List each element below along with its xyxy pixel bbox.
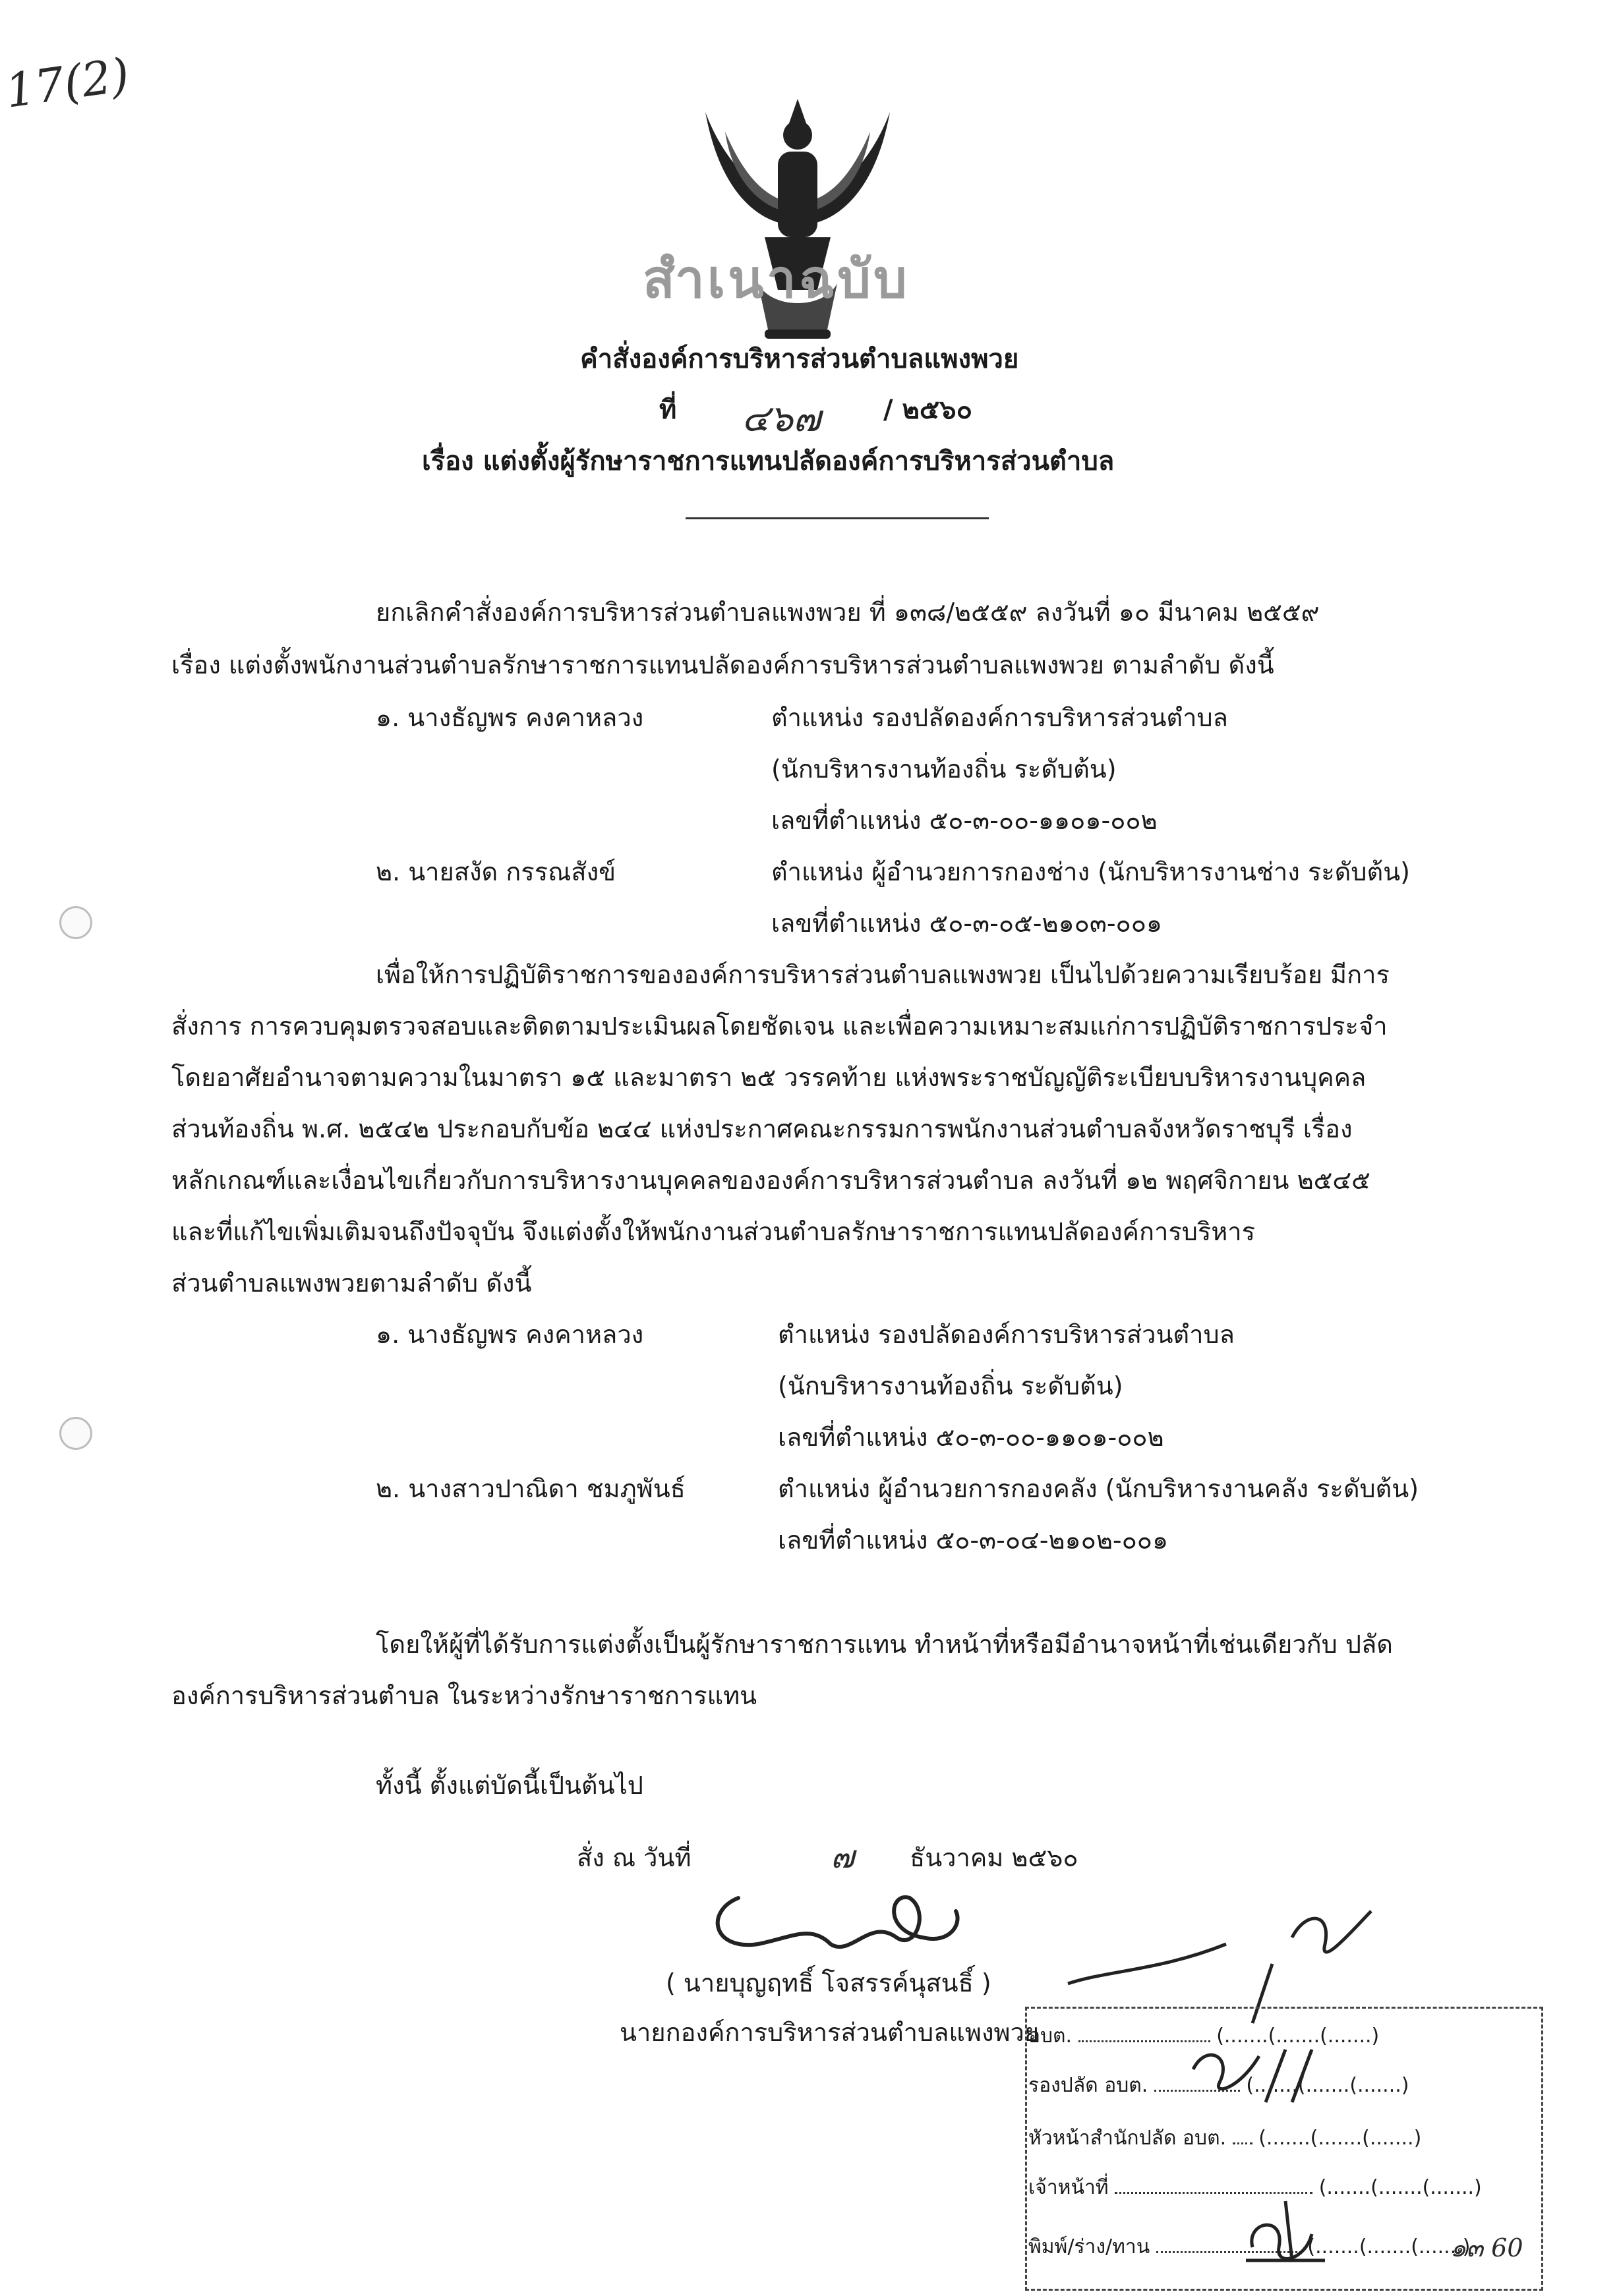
para2-line7: ส่วนตำบลแพงพวยตามลำดับ ดังนี้	[171, 1269, 532, 1298]
para1-line2: เรื่อง แต่งตั้งพนักงานส่วนตำบลรักษาราชการแทนปลัดองค์การบริหารส่วนตำบลแพงพวย ตามลำดับ ดังนี้	[171, 650, 1274, 679]
routing-blank-2: (.......(.......(.......)	[1246, 2074, 1409, 2097]
list1-item1-name: ๑. นางธัญพร คงคาหลวง	[376, 703, 644, 732]
effective-clause: ทั้งนี้ ตั้งแต่บัดนี้เป็นต้นไป	[376, 1771, 643, 1800]
routing-initials	[1180, 2030, 1365, 2109]
para2-line5: หลักเกณฑ์และเงื่อนไขเกี่ยวกับการบริหารงานบุคคลขององค์การบริหารส่วนตำบล ลงวันที่ ๑๒ พฤศจิกายน ๒๕๔๕	[171, 1166, 1370, 1195]
staff-initials	[1239, 2195, 1332, 2274]
routing-blank-5: (.......(.......(.......)	[1307, 2235, 1471, 2258]
order-number-prefix: ที่	[659, 395, 677, 425]
list1-item2-position: ตำแหน่ง ผู้อำนวยการกองช่าง (นักบริหารงานช่าง ระดับต้น)	[771, 857, 1410, 886]
list2-item2-position: ตำแหน่ง ผู้อำนวยการกองคลัง (นักบริหารงานคลัง ระดับต้น)	[778, 1474, 1419, 1503]
routing-label-3: หัวหน้าสำนักปลัด อบต.	[1028, 2127, 1227, 2150]
routing-blank-1: (.......(.......(.......)	[1216, 2024, 1380, 2048]
header-divider	[686, 517, 989, 519]
list2-item2-name: ๒. นางสาวปาณิดา ชมภูพันธ์	[376, 1474, 686, 1503]
para2-line3: โดยอาศัยอำนาจตามความในมาตรา ๑๕ และมาตรา ๒๕ วรรคท้าย แห่งพระราชบัญญัติระเบียบบริหารงานบุคคล	[171, 1063, 1367, 1092]
routing-label-1: อบต.	[1028, 2024, 1073, 2048]
list2-item2-number: เลขที่ตำแหน่ง ๕๐-๓-๐๔-๒๑๐๒-๐๐๑	[778, 1526, 1169, 1555]
para1-line1: ยกเลิกคำสั่งองค์การบริหารส่วนตำบลแพงพวย ที่ ๑๓๘/๒๕๕๙ ลงวันที่ ๑๐ มีนาคม ๒๕๕๙	[376, 598, 1320, 627]
order-number-year: / ๒๕๖๐	[883, 395, 972, 425]
order-date-prefix: สั่ง ณ วันที่	[577, 1843, 692, 1872]
order-number-handwritten: ๔๖๗	[742, 397, 821, 440]
order-day-handwritten: ๗	[831, 1839, 855, 1876]
para2-line2: สั่งการ การควบคุมตรวจสอบและติดตามประเมินผลโดยชัดเจน และเพื่อความเหมาะสมแก่การปฏิบัติราชการประจำ	[171, 1012, 1388, 1041]
signer-title: นายกองค์การบริหารส่วนตำบลแพงพวย	[620, 2018, 1040, 2047]
routing-label-2: รองปลัด อบต.	[1028, 2074, 1148, 2097]
punch-hole-upper	[59, 906, 92, 939]
margin-note: 17(2)	[2, 47, 133, 119]
list1-item2-name: ๒. นายสงัด กรรณสังข์	[376, 857, 616, 886]
para2-line6: และที่แก้ไขเพิ่มเติมจนถึงปัจจุบัน จึงแต่งตั้งให้พนักงานส่วนตำบลรักษาราชการแทนปลัดองค์การบริหาร	[171, 1217, 1256, 1246]
signer-name: ( นายบุญฤทธิ์ โจสรรค์นุสนธิ์ )	[666, 1968, 991, 1997]
routing-label-5: พิมพ์/ร่าง/ทาน	[1028, 2235, 1150, 2258]
para3-line1: โดยให้ผู้ที่ได้รับการแต่งตั้งเป็นผู้รักษาราชการแทน ทำหน้าที่หรือมีอำนาจหน้าที่เช่นเดียวกับ ปลัด	[376, 1630, 1393, 1659]
list2-item1-number: เลขที่ตำแหน่ง ๕๐-๓-๐๐-๑๑๐๑-๐๐๒	[778, 1423, 1164, 1452]
list2-item1-level: (นักบริหารงานท้องถิ่น ระดับต้น)	[778, 1371, 1123, 1400]
list1-item1-level: (นักบริหารงานท้องถิ่น ระดับต้น)	[771, 755, 1117, 784]
list1-item1-position: ตำแหน่ง รองปลัดองค์การบริหารส่วนตำบล	[771, 703, 1228, 732]
routing-blank-4: (.......(.......(.......)	[1318, 2176, 1482, 2199]
copy-stamp-watermark: สำเนาฉบับ	[643, 248, 910, 310]
routing-handwritten-date: ๑๓ 60	[1450, 2233, 1523, 2262]
routing-row-3	[1028, 2129, 1421, 2148]
list1-item1-number: เลขที่ตำแหน่ง ๕๐-๓-๐๐-๑๑๐๑-๐๐๒	[771, 806, 1158, 835]
order-title: คำสั่งองค์การบริหารส่วนตำบลแพงพวย	[580, 344, 1019, 374]
order-month-year: ธันวาคม ๒๕๖๐	[910, 1843, 1078, 1872]
routing-blank-3: (.......(.......(.......)	[1258, 2127, 1422, 2150]
para3-line2: องค์การบริหารส่วนตำบล ในระหว่างรักษาราชการแทน	[171, 1681, 757, 1710]
list2-item1-position: ตำแหน่ง รองปลัดองค์การบริหารส่วนตำบล	[778, 1320, 1235, 1349]
para2-line1: เพื่อให้การปฏิบัติราชการขององค์การบริหารส่วนตำบลแพงพวย เป็นไปด้วยความเรียบร้อย มีการ	[376, 960, 1390, 989]
order-subject: เรื่อง แต่งตั้งผู้รักษาราชการแทนปลัดองค์การบริหารส่วนตำบล	[422, 446, 1115, 476]
list2-item1-name: ๑. นางธัญพร คงคาหลวง	[376, 1320, 644, 1349]
list1-item2-number: เลขที่ตำแหน่ง ๕๐-๓-๐๕-๒๑๐๓-๐๐๑	[771, 909, 1163, 938]
mayor-signature	[699, 1872, 976, 1970]
punch-hole-lower	[59, 1417, 92, 1450]
routing-label-4: เจ้าหน้าที่	[1028, 2176, 1109, 2199]
para2-line4: ส่วนท้องถิ่น พ.ศ. ๒๕๔๒ ประกอบกับข้อ ๒๔๔ แห่งประกาศคณะกรรมการพนักงานส่วนตำบลจังหวัดราชบุรี เรื่อง	[171, 1114, 1353, 1143]
